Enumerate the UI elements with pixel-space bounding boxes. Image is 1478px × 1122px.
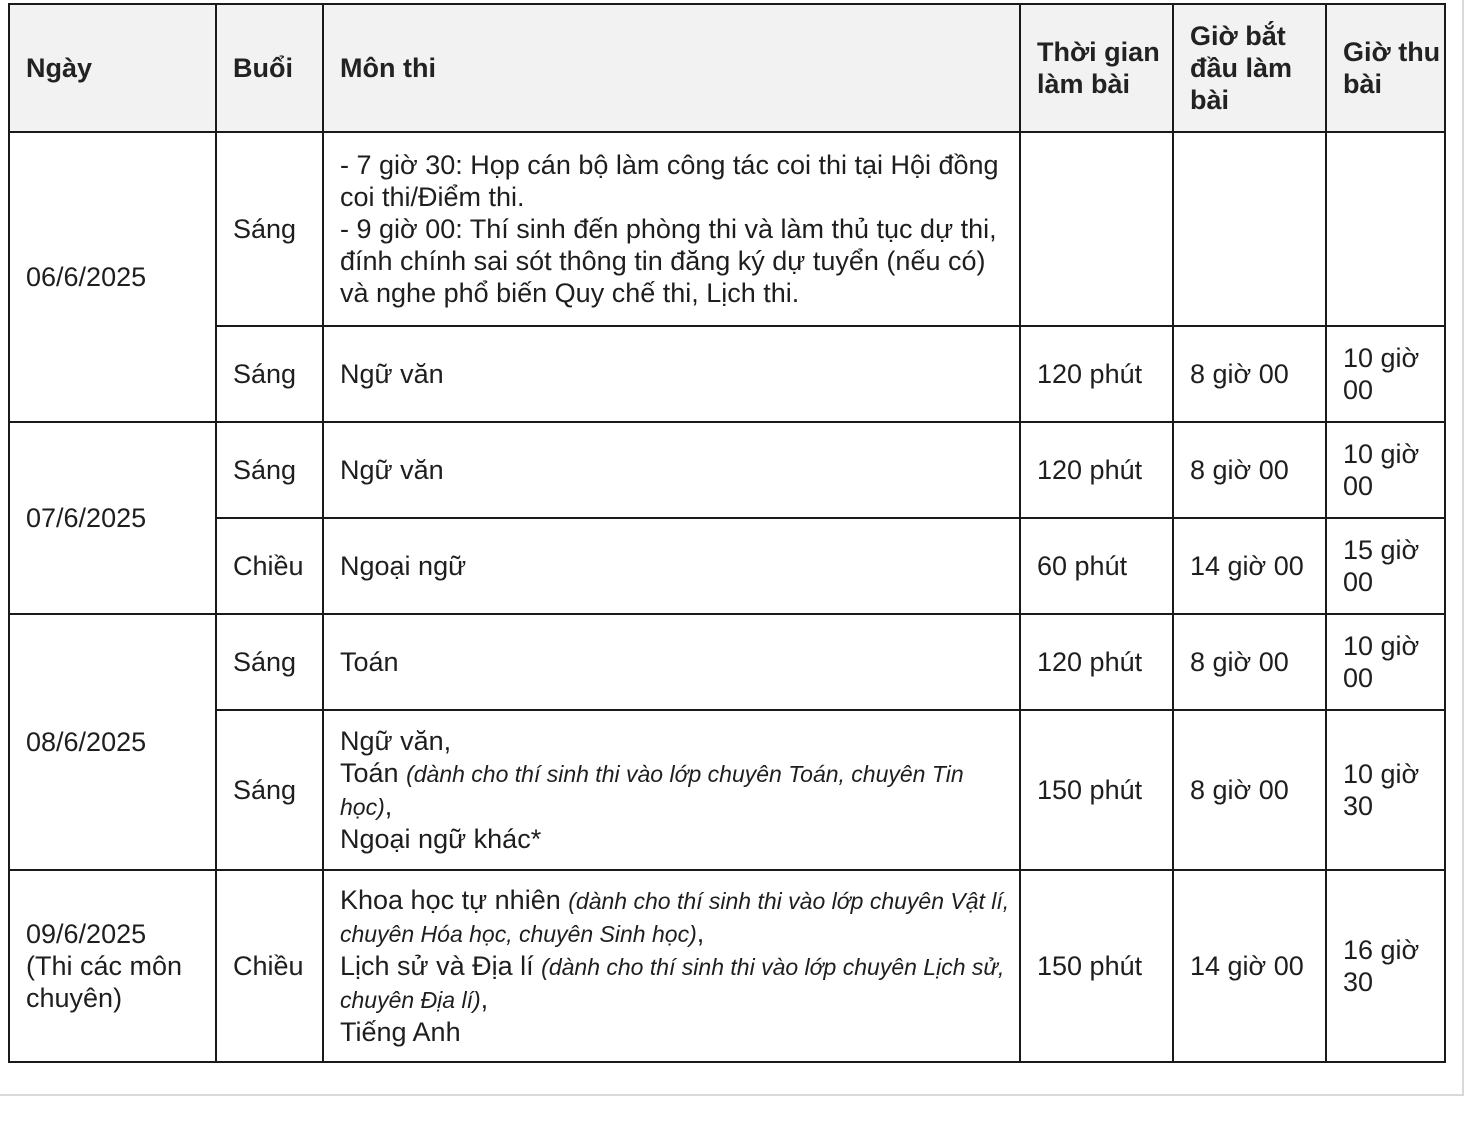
table-row xyxy=(9,132,1445,326)
subject-note: (dành cho thí sinh thi vào lớp chuyên Toán, chuyên Tin học) xyxy=(340,761,964,820)
subject-note: (dành cho thí sinh thi vào lớp chuyên Vật lí, chuyên Hóa học, chuyên Sinh học) xyxy=(340,888,1010,947)
day-date: 09/6/2025 xyxy=(26,919,147,949)
header-mon-thi: Môn thi xyxy=(323,4,1020,132)
subject-name: Ngữ văn, xyxy=(340,726,452,756)
end-time-cell: 10 giờ 00 xyxy=(1326,422,1445,518)
table-row xyxy=(9,710,1445,870)
subject-cell: Ngoại ngữ xyxy=(323,518,1020,614)
end-time-cell: 16 giờ 30 xyxy=(1326,870,1445,1062)
subject-cell: Toán xyxy=(323,614,1020,710)
session-cell: Sáng xyxy=(216,326,323,422)
duration-cell: 150 phút xyxy=(1020,870,1173,1062)
subject-name: Lịch sử và Địa lí xyxy=(340,951,534,981)
subject-cell: Ngữ văn xyxy=(323,422,1020,518)
header-thoi-gian: Thời gian làm bài xyxy=(1020,4,1173,132)
session-cell: Chiều xyxy=(216,870,323,1062)
subject-cell xyxy=(323,870,1020,1062)
table-row xyxy=(9,614,1445,710)
day-cell: 08/6/2025 xyxy=(9,614,216,870)
table-row xyxy=(9,326,1445,422)
subject-line xyxy=(340,884,1019,950)
duration-cell: 60 phút xyxy=(1020,518,1173,614)
header-gio-bat-dau: Giờ bắt đầu làm bài xyxy=(1173,4,1326,132)
subject-note: (dành cho thí sinh thi vào lớp chuyên Lịch sử, chuyên Địa lí) xyxy=(340,954,1005,1013)
table-row xyxy=(9,870,1445,1062)
start-time-cell: 8 giờ 00 xyxy=(1173,422,1326,518)
start-time-cell: 8 giờ 00 xyxy=(1173,710,1326,870)
start-time-cell: 14 giờ 00 xyxy=(1173,870,1326,1062)
session-cell: Sáng xyxy=(216,614,323,710)
header-ngay: Ngày xyxy=(9,4,216,132)
header-buoi: Buổi xyxy=(216,4,323,132)
subject-line xyxy=(340,757,1019,823)
subject-separator: , xyxy=(384,791,393,821)
table-header-row xyxy=(9,4,1445,132)
start-time-cell xyxy=(1173,132,1326,326)
procedure-line: - 7 giờ 30: Họp cán bộ làm công tác coi thi tại Hội đồng coi thi/Điểm thi. xyxy=(340,150,999,212)
session-cell: Sáng xyxy=(216,710,323,870)
subject-name: Khoa học tự nhiên xyxy=(340,885,561,915)
day-cell xyxy=(9,870,216,1062)
header-gio-thu-bai: Giờ thu bài xyxy=(1326,4,1445,132)
subject-separator: , xyxy=(696,918,705,948)
subject-cell xyxy=(323,710,1020,870)
session-cell: Sáng xyxy=(216,132,323,326)
end-time-cell: 10 giờ 30 xyxy=(1326,710,1445,870)
duration-cell: 120 phút xyxy=(1020,422,1173,518)
table-row xyxy=(9,518,1445,614)
subject-name: Ngoại ngữ khác* xyxy=(340,824,542,854)
duration-cell: 120 phút xyxy=(1020,326,1173,422)
start-time-cell: 8 giờ 00 xyxy=(1173,614,1326,710)
duration-cell: 120 phút xyxy=(1020,614,1173,710)
exam-schedule-table xyxy=(8,3,1446,1063)
end-time-cell xyxy=(1326,132,1445,326)
day-cell: 06/6/2025 xyxy=(9,132,216,422)
session-cell: Chiều xyxy=(216,518,323,614)
duration-cell: 150 phút xyxy=(1020,710,1173,870)
day-note: (Thi các môn chuyên) xyxy=(26,951,183,1013)
session-cell: Sáng xyxy=(216,422,323,518)
subject-line xyxy=(340,950,1019,1016)
subject-name: Tiếng Anh xyxy=(340,1017,461,1047)
subject-name: Toán xyxy=(340,758,399,788)
start-time-cell: 14 giờ 00 xyxy=(1173,518,1326,614)
end-time-cell: 10 giờ 00 xyxy=(1326,326,1445,422)
start-time-cell: 8 giờ 00 xyxy=(1173,326,1326,422)
subject-cell: Ngữ văn xyxy=(323,326,1020,422)
end-time-cell: 15 giờ 00 xyxy=(1326,518,1445,614)
subject-separator: , xyxy=(480,984,489,1014)
procedure-line: - 9 giờ 00: Thí sinh đến phòng thi và làm thủ tục dự thi, đính chính sai sót thông tin đăng ký dự tuyển (nếu có) và nghe phổ biến Quy chế thi, Lịch thi. xyxy=(340,214,997,308)
subject-cell xyxy=(323,132,1020,326)
duration-cell xyxy=(1020,132,1173,326)
end-time-cell: 10 giờ 00 xyxy=(1326,614,1445,710)
day-cell: 07/6/2025 xyxy=(9,422,216,614)
table-row xyxy=(9,422,1445,518)
